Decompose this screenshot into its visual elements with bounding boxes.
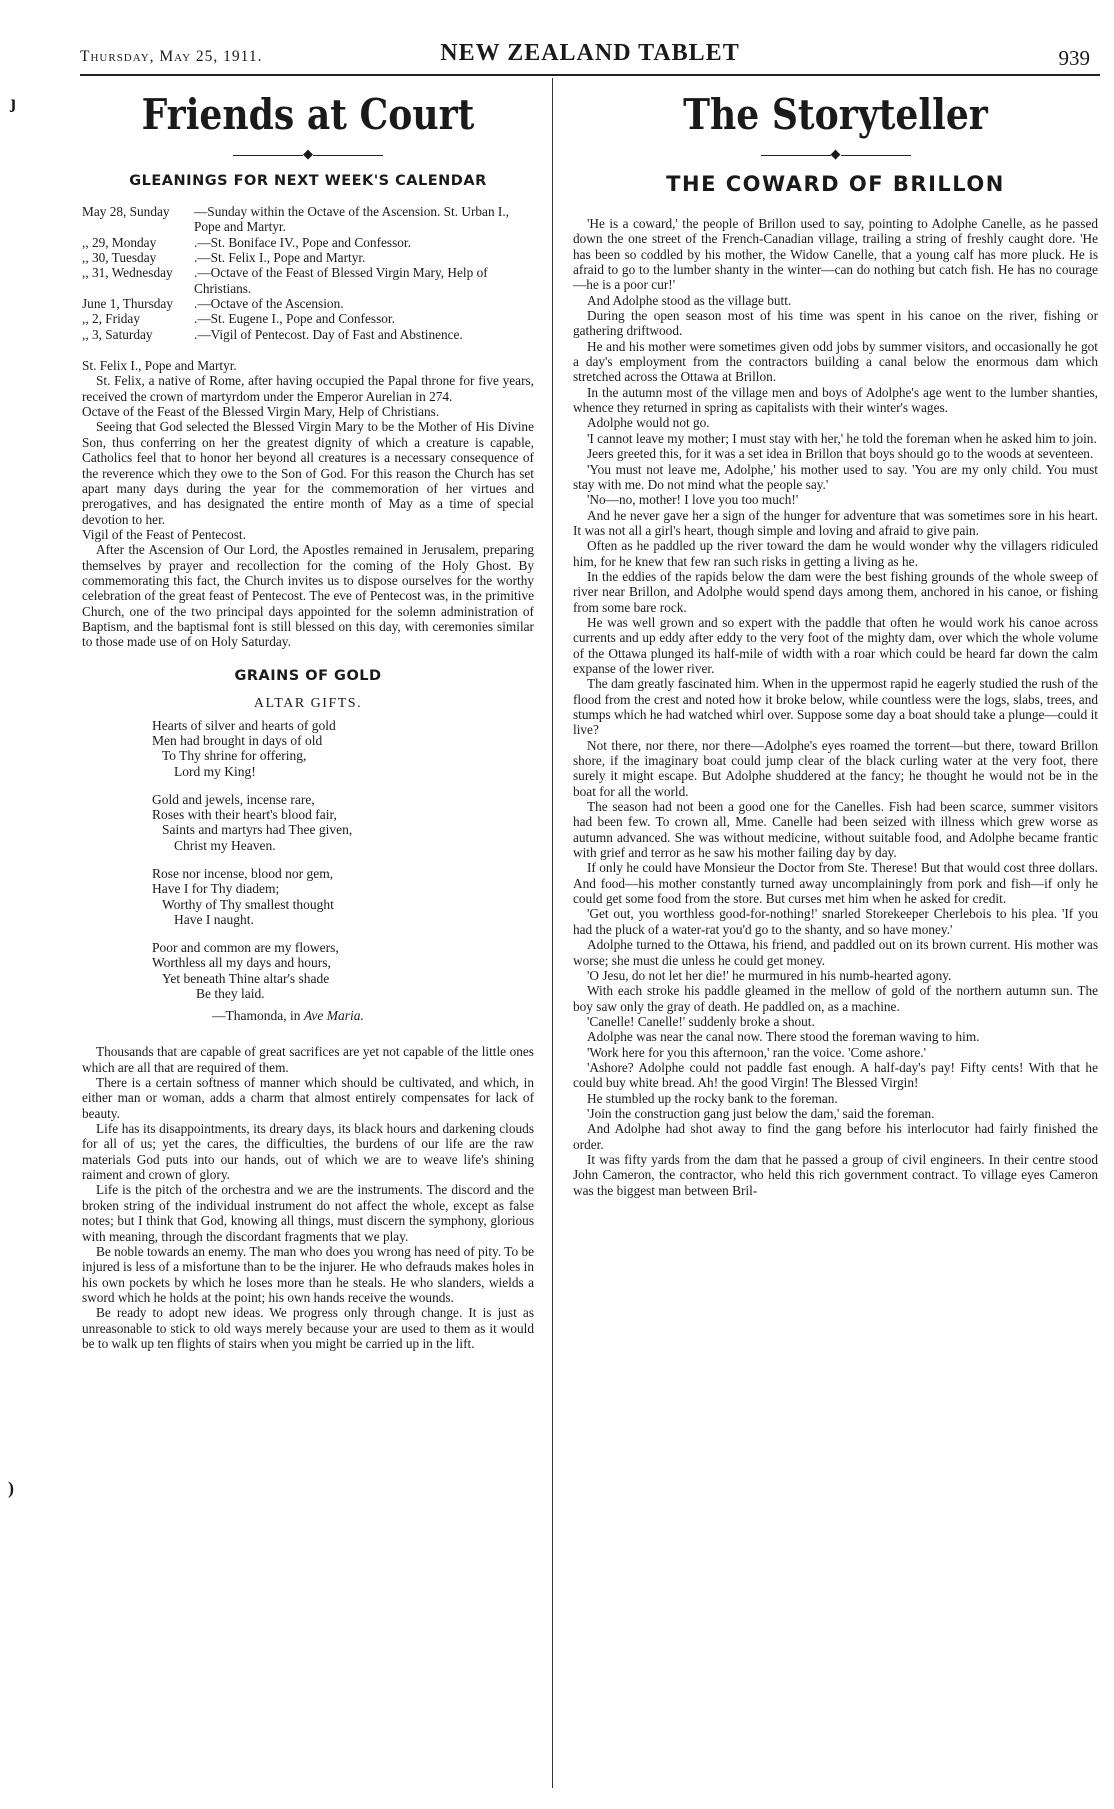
calendar-entry: ,, 3, Saturday .—Vigil of Pentecost. Day of Fast and Abstinence.: [82, 326, 463, 342]
calendar-heading: GLEANINGS FOR NEXT WEEK'S CALENDAR: [129, 173, 487, 189]
octave-heading: Octave of the Feast of the Blessed Virgin Mary, Help of Christians.: [82, 404, 440, 420]
calendar-entry: May 28, Sunday —Sunday within the Octave of the Ascension. St. Urban I., Pope and Martyr.: [82, 204, 510, 235]
story-paragraph: During the open season most of his time was spent in his canoe on the river, fishing or gathering driftwood.: [573, 308, 1098, 339]
story-paragraph: It was fifty yards from the dam that he passed a group of civil engineers. In their centre stood John Cameron, the contractor, who held this rich government contract. To village eyes Cameron was the biggest man between Bril-: [573, 1151, 1098, 1198]
story-paragraph: And Adolphe stood as the village butt.: [587, 292, 792, 308]
essay-paragraph: Life is the pitch of the orchestra and we are the instruments. The discord and the broken string of the individual instrument do not affect the whole, except as false notes; but I think that God, knowing all things, must discern the symphony, glorious with meaning, through the discordant fragments that we play.: [82, 1182, 534, 1244]
poem-stanza: Poor and common are my flowers, Worthless all my days and hours, Yet beneath Thine altar's shade Be they laid.: [152, 940, 339, 1002]
poem-stanza: Hearts of silver and hearts of gold Men had brought in days of old To Thy shrine for offering, Lord my King!: [152, 717, 336, 779]
poem-stanza: Gold and jewels, incense rare, Roses with their heart's blood fair, Saints and martyrs had Thee given, Christ my Heaven.: [152, 791, 353, 853]
section-heading-storyteller: The Storyteller: [683, 90, 988, 139]
essay-paragraph: Be noble towards an enemy. The man who does you wrong has need of pity. To be injured is less of a misfortune than to be the injurer. He who defrauds makes holes in his own pockets by which he loses more than he steals. He who slanders, wields a sword which he holds at the point; his own hands receive the wounds.: [82, 1243, 534, 1305]
story-paragraph: 'No—no, mother! I love you too much!': [587, 492, 799, 508]
left-column: [82, 86, 534, 1351]
story-paragraph: In the autumn most of the village men and boys of Adolphe's age went to the lumber shanties, whence they returned in spring as capitalists with their winter's wages.: [573, 384, 1098, 416]
story-paragraph: Jeers greeted this, for it was a set idea in Brillon that boys should go to the woods at seventeen.: [587, 446, 1094, 462]
ornament-divider: ◆: [82, 146, 534, 164]
margin-mark: ȷ: [10, 92, 16, 112]
story-paragraph: 'Get out, you worthless good-for-nothing!' snarled Storekeeper Cherlebois to his plea. 'If you had the pluck of a water-rat you'd go to the shanty, and so have money.': [573, 906, 1098, 937]
story-paragraph: He and his mother were sometimes given odd jobs by summer visitors, and occasionally he got a day's employment from the contractors building a canal below the enormous dam which stretched across the Ottawa at Brillon.: [573, 338, 1098, 385]
story-paragraph: Adolphe was near the canal now. There stood the foreman waving to him.: [587, 1029, 980, 1045]
calendar-entry: ,, 2, Friday .—St. Eugene I., Pope and Confessor.: [82, 311, 395, 327]
vigil-paragraph: After the Ascension of Our Lord, the Apostles remained in Jerusalem, preparing themselves by prayer and recollection for the coming of the Holy Ghost. By commemorating this fact, the Church invites us to dispose ourselves for the worthy celebration of the great feast of Pentecost. The eve of Pentecost was, in the primitive Church, one of the two principal days appointed for the solemn administration of Baptism, and the baptismal font is still blessed on this day, with ceremonies similar to those made use of on Holy Saturday.: [82, 542, 534, 650]
felix-heading: St. Felix I., Pope and Martyr.: [82, 358, 237, 374]
column-divider: [552, 78, 553, 1788]
calendar-entry: ,, 29, Monday .—St. Boniface IV., Pope and Confessor.: [82, 234, 411, 250]
story-paragraph: 'Ashore? Adolphe could not paddle fast enough. A half-day's pay! Fifty cents! With that he could buy white bread. Ah! the good Virgin! The Blessed Virgin!: [573, 1059, 1098, 1091]
grains-of-gold-heading: GRAINS OF GOLD: [234, 667, 382, 684]
margin-mark: ): [8, 1478, 14, 1498]
story-paragraph: The season had not been a good one for the Canelles. Fish had been scarce, summer visitors had been few. To crown all, Mme. Canelle had been seized with illness which grew worse as autumn advanced. She was without medicine, without suitable food, and Adolphe became frantic with grief and terror as he saw his mother failing day by day.: [573, 799, 1098, 861]
story-paragraph: Adolphe turned to the Ottawa, his friend, and paddled out on its brown current. His mother was worse; she must die unless he could get money.: [573, 937, 1098, 968]
essay-paragraph: There is a certain softness of manner which should be cultivated, and which, in either man or woman, adds a charm that almost entirely compensates for lack of beauty.: [82, 1075, 534, 1121]
essay-paragraph: Thousands that are capable of great sacrifices are yet not capable of the little ones which are all that are required of them.: [82, 1044, 534, 1075]
story-title: THE COWARD OF BRILLON: [666, 172, 1005, 196]
essay: [82, 1044, 534, 1351]
calendar-list: [82, 204, 534, 342]
poem-title: ALTAR GIFTS.: [253, 695, 363, 711]
newspaper-title: NEW ZEALAND TABLET: [440, 40, 740, 66]
poem-attribution: —Thamonda, in Ave Maria.: [212, 1008, 364, 1024]
issue-date: Thursday, May 25, 1911.: [80, 48, 263, 65]
story-paragraph: Not there, nor there, nor there—Adolphe's eyes roamed the torrent—but there, toward Brillon shore, if the imaginary boat could jump clear of the black curling water at the very foot, there surely it might escape. But Adolphe shuddered at the fancy; he thought he would not be in the boat for all the world.: [573, 737, 1098, 799]
story-paragraph: 'Canelle! Canelle!' suddenly broke a shout.: [587, 1013, 815, 1029]
calendar-entry: ,, 31, Wednesday .—Octave of the Feast of Blessed Virgin Mary, Help of Christians.: [82, 265, 488, 296]
story-paragraph: Often as he paddled up the river toward the dam he would wonder why the villagers ridiculed him, for he knew that few ran such risks in getting a living as he.: [573, 538, 1098, 569]
story-paragraph: 'O Jesu, do not let her die!' he murmured in his numb-hearted agony.: [587, 967, 952, 983]
story-paragraph: The dam greatly fascinated him. When in the uppermost rapid he eagerly studied the rush of the flood from the crest and noted how it broke below, while countless were the logs, slabs, trees, and stumps which he had watched whirl over. Suppose some day a boat should take a plunge—could it live?: [573, 676, 1098, 738]
right-column: [573, 86, 1098, 1198]
story-paragraph: 'He is a coward,' the people of Brillon used to say, pointing to Adolphe Canelle, as he passed down the one street of the French-Canadian village, trailing a string of freshly caught dore. 'He has been so coddled by his mother, the Widow Canelle, that a young calf has more pluck. He is afraid to go to the lumber shanty in the winter—can do nothing but catch fish. He has no courage—he is a poor cur!': [573, 216, 1098, 293]
story-paragraph: 'Work here for you this afternoon,' ran the voice. 'Come ashore.': [587, 1044, 926, 1060]
story-body: [573, 216, 1098, 1198]
story-paragraph: 'You must not leave me, Adolphe,' his mother used to say. 'You are my only child. You must stay with me. Do not mind what the people say.': [573, 461, 1098, 492]
story-paragraph: If only he could have Monsieur the Doctor from Ste. Therese! But that would cost three dollars. And food—his mother constantly turned away uncomplainingly from pork and fish—if only he could get some food from the store. But curses met him when he asked for credit.: [573, 860, 1098, 907]
essay-paragraph: Be ready to adopt new ideas. We progress only through change. It is just as unreasonable to stick to old ways merely because your are used to them as it would be to walk up ten flights of stairs when you might be carried up in the lift.: [82, 1305, 534, 1351]
page-number: 939: [1058, 46, 1090, 70]
story-paragraph: And Adolphe had shot away to find the gang before his interlocutor had fairly finished the order.: [573, 1121, 1098, 1152]
story-paragraph: 'I cannot leave my mother; I must stay with her,' he told the foreman when he asked him to join.: [587, 430, 1097, 446]
story-paragraph: He was well grown and so expert with the paddle that often he would work his canoe across currents and up eddy after eddy to the very foot of the mighty dam, over which the whole volume of the Ottawa plunged its half-mile of width with a roar which could be heard far down the calm expanse of the lower river.: [573, 614, 1098, 676]
felix-paragraph: St. Felix, a native of Rome, after having occupied the Papal throne for five years, received the crown of martyrdom under the Emperor Aurelian in 274.: [82, 373, 534, 404]
essay-paragraph: Life has its disappointments, its dreary days, its black hours and darkening clouds for all of us; yet the cares, the difficulties, the burdens of our life are the raw materials God puts into our hands, out of which we are to weave life's shining raiment and crown of glory.: [82, 1121, 534, 1183]
story-paragraph: And he never gave her a sign of the hunger for adventure that was sometimes sore in his heart. It was not all a girl's heart, though simple and loving and afraid to give pain.: [573, 507, 1098, 538]
story-paragraph: In the eddies of the rapids below the dam were the best fishing grounds of the whole sweep of river near Brillon, and Adolphe would spend days among them, anchored in his canoe, or fishing from some bare rock.: [573, 568, 1098, 615]
section-heading-friends-at-court: Friends at Court: [141, 90, 475, 139]
poem-stanza: Rose nor incense, blood nor gem, Have I for Thy diadem; Worthy of Thy smallest thought Have I naught.: [152, 866, 334, 927]
calendar-entry: ,, 30, Tuesday .—St. Felix I., Pope and Martyr.: [82, 250, 366, 266]
calendar-entry: June 1, Thursday .—Octave of the Ascension.: [82, 296, 344, 312]
masthead: [80, 40, 1100, 70]
ornament-divider: ◆: [573, 146, 1098, 164]
story-paragraph: Adolphe would not go.: [587, 415, 710, 431]
story-paragraph: He stumbled up the rocky bank to the foreman.: [587, 1090, 838, 1106]
octave-paragraph: Seeing that God selected the Blessed Virgin Mary to be the Mother of His Divine Son, thus conferring on her the greatest dignity of which a creature is capable, Catholics feel that to honor her beyond all creatures is a necessary consequence of the reverence which they owe to the Son of God. For this reason the Church has set apart many days during the year for the commemoration of her virtues and prerogatives, and has designated the entire month of May as a time of special devotion to her.: [82, 419, 534, 527]
masthead-rule: [80, 74, 1100, 76]
story-paragraph: 'Join the construction gang just below the dam,' said the foreman.: [587, 1105, 935, 1121]
story-paragraph: With each stroke his paddle gleamed in the mellow of gold of the northern autumn sun. The boy saw only the gray of death. He paddled on, as a machine.: [573, 983, 1098, 1014]
vigil-heading: Vigil of the Feast of Pentecost.: [82, 526, 246, 542]
